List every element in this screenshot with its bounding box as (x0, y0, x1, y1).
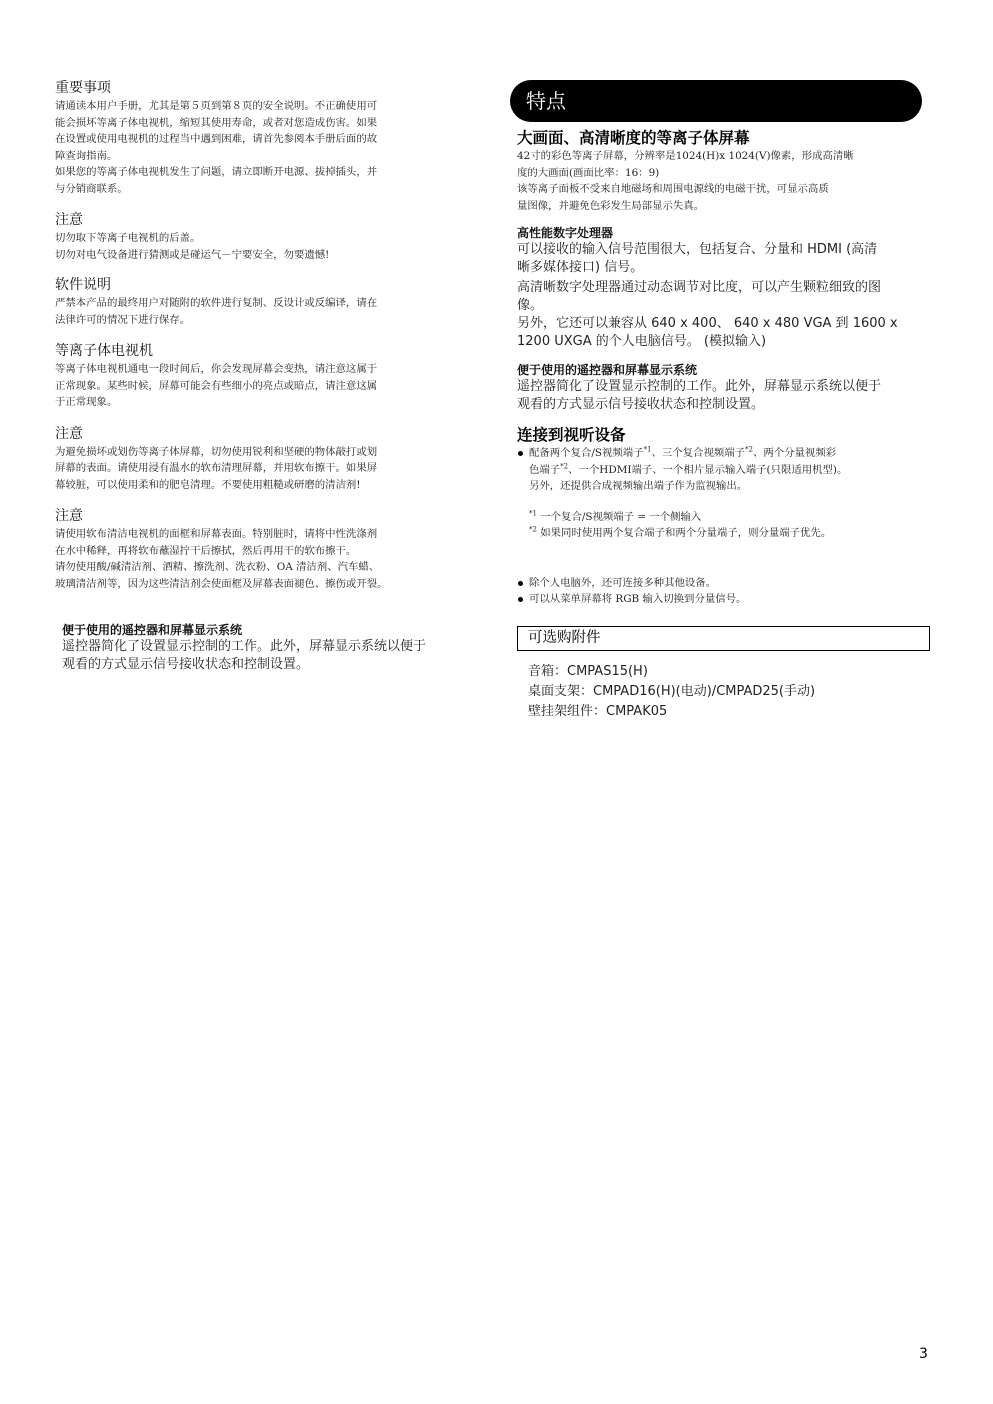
bullet-text: 、三个复合视频端子 (651, 447, 746, 459)
list-item (517, 445, 942, 462)
text-line: 与分销商联系。 (55, 182, 128, 195)
text-line: 等离子体电视机通电一段时间后，你会发现屏幕会变热，请注意这属于 (55, 363, 378, 375)
text-line: 量图像，并避免色彩发生局部显示失真。 (517, 199, 705, 212)
section-title: 注意 (55, 508, 83, 524)
caution-section-3 (55, 507, 475, 592)
list-item (517, 591, 942, 608)
footnote-1 (517, 509, 942, 526)
text-line: 玻璃清洁剂等，因为这些清洁剂会使面框及屏幕表面褪色、擦伤或开裂。 (55, 577, 388, 590)
plasma-section (55, 342, 475, 411)
bullet-text: 除个人电脑外，还可连接多种其他设备。 (529, 576, 717, 589)
text-line: 观看的方式显示信号接收状态和控制设置。 (62, 657, 310, 672)
text-line: 法律许可的情况下进行保存。 (55, 313, 191, 326)
right-column (517, 129, 942, 608)
text-line: 请通读本用户手册，尤其是第５页到第８页的安全说明。不正确使用可 (55, 100, 378, 112)
text-line: 正常现象。某些时候，屏幕可能会有些细小的亮点或暗点，请注意这属 (55, 379, 378, 392)
list-item: 音箱：CMPAS15(H) (528, 664, 648, 679)
text-line: 晰多媒体接口) 信号。 (517, 260, 644, 275)
caution-section-1 (55, 211, 475, 263)
page-number: 3 (919, 1346, 928, 1362)
text-line: 为避免损坏或划伤等离子体屏幕，切勿使用锐利和坚硬的物体敲打或划 (55, 445, 378, 458)
section-title: 软件说明 (55, 277, 111, 293)
bullet-text: 、一个HDMI端子、一个相片显示输入端子(只限适用机型)。 (568, 463, 848, 476)
text-line: 遥控器简化了设置显示控制的工作。此外，屏幕显示系统以便于 (62, 639, 427, 654)
text-line (517, 462, 942, 479)
footnote-mark: *2 (529, 525, 537, 534)
text-line: 能会损坏等离子体电视机，缩短其使用寿命，或者对您造成伤害。如果 (55, 116, 378, 129)
footnote-ref: *2 (745, 445, 753, 454)
caution-section-2 (55, 425, 475, 494)
text-line: 如果您的等离子体电视机发生了问题，请立即断开电源、拔掉插头，并 (55, 166, 378, 178)
text-line: 在水中稀释，再将软布蘸湿拧干后擦拭，然后再用干的软布擦干。 (55, 544, 357, 557)
text-line: 另外，还提供合成视频输出端子作为监视输出。 (529, 480, 748, 492)
list-item (517, 575, 942, 592)
accessories-list (528, 662, 815, 722)
features-banner: 特点 (510, 80, 922, 122)
section-title: 便于使用的遥控器和屏幕显示系统 (62, 623, 243, 637)
section-title: 便于使用的遥控器和屏幕显示系统 (517, 363, 698, 377)
important-section (55, 79, 475, 197)
text-line: 度的大画面(画面比率：16：9) (517, 166, 660, 179)
processor-section (517, 225, 942, 351)
text-line: 在设置或使用电视机的过程当中遇到困难，请首先参阅本手册后面的故 (55, 133, 378, 145)
text-line: 严禁本产品的最终用户对随附的软件进行复制、反设计或反编译，请在 (55, 297, 378, 309)
section-title: 注意 (55, 212, 83, 228)
left-column (55, 79, 475, 674)
big-screen-section (517, 129, 942, 214)
section-title: 大画面、高清晰度的等离子体屏幕 (517, 129, 750, 147)
text-line: 另外，它还可以兼容从 640 x 400、 640 x 480 VGA 到 1600 x (517, 316, 898, 331)
bullet-text: 可以从菜单屏幕将 RGB 输入切换到分量信号。 (529, 593, 747, 605)
footnote-ref: *2 (560, 462, 569, 471)
section-title: 等离子体电视机 (55, 343, 153, 359)
section-title: 重要事项 (55, 80, 111, 96)
text-line: 该等离子面板不受来自地磁场和周围电源线的电磁干扰，可显示高质 (517, 183, 829, 195)
text-line: 切勿对电气设备进行猜测或是碰运气－宁要安全，勿要遗憾! (55, 248, 330, 261)
footnote-mark: *1 (529, 509, 537, 518)
software-section (55, 276, 475, 328)
text-line: 1200 UXGA 的个人电脑信号。 (模拟输入) (517, 334, 767, 349)
text-line: 请勿使用酸/碱清洁剂、酒精、擦洗剂、洗衣粉、OA 清洁剂、汽车蜡、 (55, 561, 380, 573)
list-item: 壁挂架组件：CMPAK05 (528, 704, 668, 719)
footnote-ref: *1 (643, 445, 652, 454)
text-line: 请使用软布清洁电视机的面框和屏幕表面。特别脏时，请将中性洗涤剂 (55, 528, 378, 540)
text-line: 幕较脏，可以使用柔和的肥皂清理。不要使用粗糙或研磨的清洁剂! (55, 478, 361, 491)
footnote-2 (517, 525, 942, 542)
text-line: 屏幕的表面。请使用浸有温水的软布清理屏幕，并用软布擦干。如果屏 (55, 462, 378, 474)
section-title: 可选购附件 (528, 630, 601, 646)
text-line: 高清晰数字处理器通过动态调节对比度，可以产生颗粒细致的图 (517, 280, 882, 295)
section-title: 连接到视听设备 (517, 426, 626, 444)
footnote-text: 如果同时使用两个复合端子和两个分量端子，则分量端子优先。 (536, 527, 832, 539)
footnote-text: 一个复合/S视频端子 = 一个侧输入 (536, 510, 702, 523)
text-line: 障查询指南。 (55, 149, 118, 162)
text-line: 于正常现象。 (55, 396, 118, 408)
connect-section (517, 426, 942, 608)
remote-section-right (517, 362, 942, 414)
list-item: 桌面支架：CMPAD16(H)(电动)/CMPAD25(手动) (528, 684, 816, 699)
text-line: 观看的方式显示信号接收状态和控制设置。 (517, 397, 765, 412)
section-title: 注意 (55, 425, 83, 442)
bullet-text: 色端子 (529, 463, 561, 476)
text-line: 遥控器简化了设置显示控制的工作。此外，屏幕显示系统以便于 (517, 379, 882, 394)
bullet-text: 配备两个复合/S视频端子 (529, 447, 644, 459)
section-title: 高性能数字处理器 (517, 226, 614, 240)
text-line: 切勿取下等离子电视机的后盖。 (55, 232, 201, 244)
text-line: 42寸的彩色等离子屏幕，分辨率是1024(H)x 1024(V)像素，形成高清晰 (517, 150, 854, 162)
bullet-text: 、两个分量视频彩 (752, 447, 837, 459)
accessories-title-box (517, 626, 930, 651)
text-line: 可以接收的输入信号范围很大，包括复合、分量和 HDMI (高清 (517, 242, 878, 257)
text-line: 像。 (517, 298, 544, 313)
remote-section-left (62, 622, 475, 674)
